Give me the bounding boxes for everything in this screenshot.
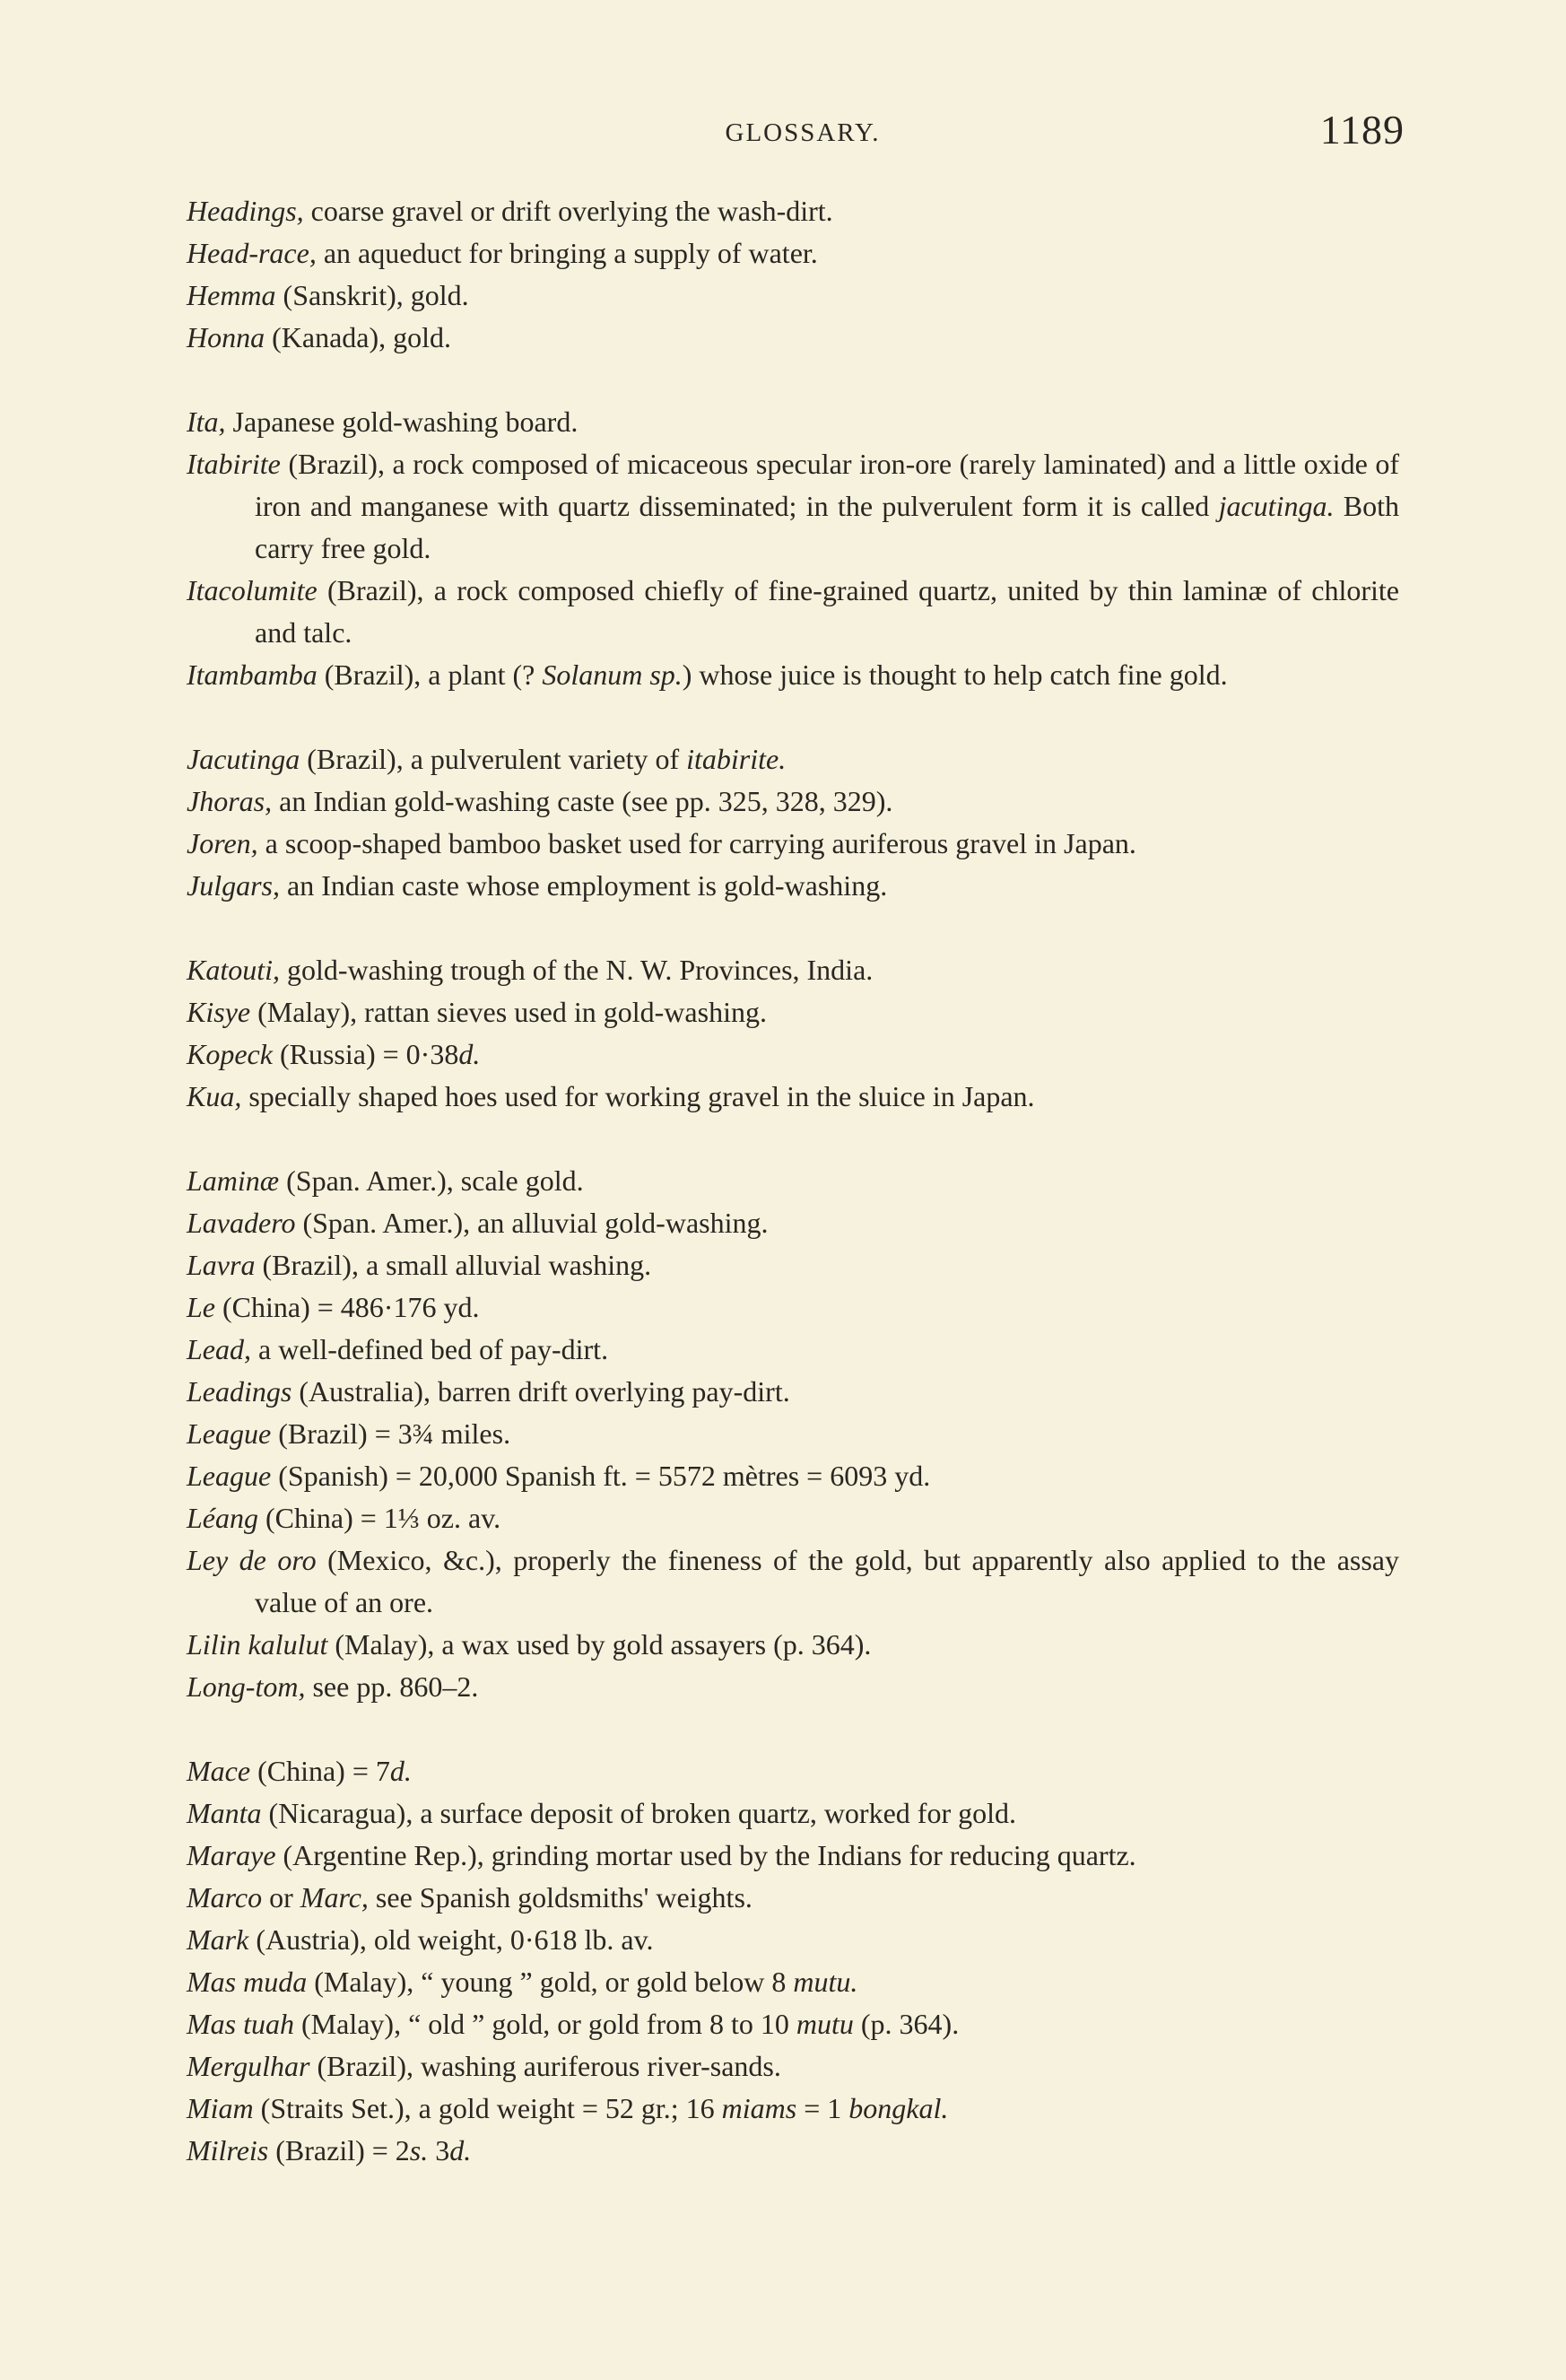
glossary-entry — [187, 1244, 1399, 1286]
glossary-entry — [187, 1792, 1399, 1835]
entry-term: s. — [409, 2134, 429, 2166]
entry-term: Milreis — [187, 2134, 269, 2166]
entry-term: Kisye — [187, 996, 251, 1028]
entry-term: Itacolumite — [187, 574, 318, 606]
entry-term: Ita, — [187, 405, 226, 438]
glossary-entry — [187, 1455, 1399, 1497]
entry-term: itabirite. — [686, 743, 787, 775]
entry-term: Léang — [187, 1502, 258, 1534]
entry-definition: (Argentine Rep.), grinding mortar used by the Indians for reducing quartz. — [275, 1839, 1136, 1871]
entry-definition: see Spanish goldsmiths' weights. — [368, 1881, 753, 1914]
entry-term: Kopeck — [187, 1038, 273, 1070]
entry-definition: (Brazil), a plant (? — [317, 658, 543, 691]
entry-definition: 3 — [428, 2134, 450, 2166]
glossary-entry — [187, 2130, 1399, 2172]
entry-definition: (Austria), old weight, 0·618 lb. av. — [248, 1923, 654, 1956]
entry-definition: (Brazil) = 3¾ miles. — [271, 1417, 511, 1450]
entry-definition: Japanese gold-washing board. — [225, 405, 579, 438]
entry-definition: (Kanada), gold. — [265, 321, 452, 353]
glossary-entry — [187, 275, 1399, 317]
entry-term: d. — [458, 1038, 481, 1070]
entry-definition: Both carry free gold. — [255, 490, 1400, 564]
glossary-entry — [187, 780, 1399, 823]
glossary-entry — [187, 443, 1399, 570]
glossary-entry — [187, 1202, 1399, 1244]
entry-definition: (Brazil), a rock composed of micaceous specular iron-ore (rarely laminated) and a little oxide of iron and manganese with quartz disseminated; in the pulverulent form it is called — [255, 448, 1399, 522]
glossary-entry — [187, 190, 1399, 232]
entry-definition: (Nicaragua), a surface deposit of broken quartz, worked for gold. — [261, 1797, 1016, 1829]
glossary-entry — [187, 1961, 1399, 2003]
entry-term: miams — [721, 2092, 797, 2124]
entry-term: Le — [187, 1291, 215, 1323]
entry-definition: (Brazil), a rock composed chiefly of fine-grained quartz, united by thin laminæ of chlorite and talc. — [255, 574, 1399, 649]
entry-definition: (Brazil), washing auriferous river-sands. — [309, 2050, 781, 2082]
glossary-entry — [187, 2045, 1399, 2088]
glossary-entry — [187, 1497, 1399, 1539]
entry-term: Jhoras, — [187, 785, 273, 817]
entry-definition: (Sanskrit), gold. — [275, 279, 469, 311]
entry-definition: (Spanish) = 20,000 Spanish ft. = 5572 mètres = 6093 yd. — [271, 1460, 931, 1492]
entry-term: mutu. — [793, 1966, 858, 1998]
glossary-group-i — [187, 401, 1399, 696]
entry-term: Mas muda — [187, 1966, 308, 1998]
glossary-entry — [187, 1835, 1399, 1877]
running-title: GLOSSARY. — [725, 118, 881, 147]
entry-term: Headings, — [187, 195, 304, 227]
entry-definition: gold-washing trough of the N. W. Provinces, India. — [280, 954, 874, 986]
entry-term: d. — [389, 1755, 412, 1787]
glossary-entry — [187, 1413, 1399, 1455]
entry-term: Mark — [187, 1923, 249, 1956]
glossary-entry — [187, 1666, 1399, 1708]
entry-definition: (Malay), “ young ” gold, or gold below 8 — [307, 1966, 794, 1998]
entry-definition: ) whose juice is thought to help catch fine gold. — [682, 658, 1228, 691]
entry-term: Itambamba — [187, 658, 318, 691]
glossary-entry — [187, 865, 1399, 907]
entry-definition: or — [262, 1881, 300, 1914]
glossary-entry — [187, 738, 1399, 780]
entry-definition: an Indian caste whose employment is gold-washing. — [280, 869, 888, 902]
running-head — [0, 107, 1566, 154]
entry-definition: (Span. Amer.), an alluvial gold-washing. — [295, 1207, 769, 1239]
glossary-group-k — [187, 949, 1399, 1118]
entry-term: Long-tom, — [187, 1670, 306, 1703]
entry-term: d. — [449, 2134, 472, 2166]
entry-definition: see pp. 860–2. — [305, 1670, 479, 1703]
glossary-entry — [187, 1329, 1399, 1371]
entry-term: Katouti, — [187, 954, 281, 986]
glossary-entry — [187, 949, 1399, 991]
entry-term: League — [187, 1417, 272, 1450]
entry-definition: (Malay), rattan sieves used in gold-washing. — [250, 996, 767, 1028]
entry-definition: (Australia), barren drift overlying pay-dirt. — [291, 1375, 790, 1408]
glossary-entry — [187, 2088, 1399, 2130]
entry-term: Julgars, — [187, 869, 280, 902]
entry-term: bongkal. — [848, 2092, 949, 2124]
entry-definition: = 1 — [796, 2092, 849, 2124]
glossary-entry — [187, 401, 1399, 443]
entry-definition: (Span. Amer.), scale gold. — [279, 1164, 584, 1197]
glossary-group-l — [187, 1160, 1399, 1708]
entry-definition: (Brazil) = 2 — [268, 2134, 410, 2166]
entry-term: Mas tuah — [187, 2008, 294, 2040]
glossary-entry — [187, 1076, 1399, 1118]
entry-term: Hemma — [187, 279, 276, 311]
entry-term: Lavra — [187, 1249, 256, 1281]
entry-definition: a well-defined bed of pay-dirt. — [251, 1333, 609, 1365]
entry-term: Jacutinga — [187, 743, 300, 775]
entry-definition: (China) = 486·176 yd. — [215, 1291, 480, 1323]
entry-term: Lavadero — [187, 1207, 296, 1239]
entry-term: Miam — [187, 2092, 254, 2124]
entry-term: Marc, — [300, 1881, 369, 1914]
entry-definition: (China) = 1⅓ oz. av. — [258, 1502, 501, 1534]
glossary-entry — [187, 570, 1399, 654]
glossary-entry — [187, 1919, 1399, 1961]
entry-term: Itabirite — [187, 448, 281, 480]
glossary-group-h — [187, 190, 1399, 359]
glossary-list — [187, 190, 1399, 2214]
glossary-entry — [187, 1286, 1399, 1329]
entry-term: League — [187, 1460, 272, 1492]
glossary-group-j — [187, 738, 1399, 907]
entry-definition: (Malay), “ old ” gold, or gold from 8 to 10 — [294, 2008, 796, 2040]
entry-term: Kua, — [187, 1080, 242, 1112]
entry-term: Joren, — [187, 827, 258, 859]
entry-term: mutu — [796, 2008, 854, 2040]
glossary-entry — [187, 1033, 1399, 1076]
glossary-entry — [187, 1624, 1399, 1666]
entry-term: Honna — [187, 321, 265, 353]
glossary-entry — [187, 1539, 1399, 1624]
glossary-entry — [187, 232, 1399, 275]
entry-definition: (p. 364). — [853, 2008, 960, 2040]
entry-definition: (Malay), a wax used by gold assayers (p. 364). — [327, 1628, 872, 1661]
entry-definition: an Indian gold-washing caste (see pp. 325, 328, 329). — [272, 785, 893, 817]
entry-term: Leadings — [187, 1375, 292, 1408]
entry-definition: (China) = 7 — [250, 1755, 390, 1787]
glossary-entry — [187, 1750, 1399, 1792]
glossary-entry — [187, 1371, 1399, 1413]
entry-term: jacutinga. — [1218, 490, 1335, 522]
entry-definition: coarse gravel or drift overlying the wash-dirt. — [303, 195, 833, 227]
glossary-entry — [187, 654, 1399, 696]
entry-term: Ley de oro — [187, 1544, 317, 1576]
page-number: 1189 — [1319, 107, 1405, 153]
entry-term: Laminæ — [187, 1164, 280, 1197]
glossary-entry — [187, 1877, 1399, 1919]
entry-definition: (Russia) = 0·38 — [272, 1038, 459, 1070]
entry-term: Lilin kalulut — [187, 1628, 328, 1661]
entry-definition: (Straits Set.), a gold weight = 52 gr.; 16 — [253, 2092, 722, 2124]
glossary-group-m — [187, 1750, 1399, 2172]
entry-term: Mace — [187, 1755, 251, 1787]
entry-definition: (Brazil), a small alluvial washing. — [255, 1249, 652, 1281]
glossary-entry — [187, 1160, 1399, 1202]
entry-definition: specially shaped hoes used for working gravel in the sluice in Japan. — [241, 1080, 1035, 1112]
glossary-entry — [187, 317, 1399, 359]
glossary-entry — [187, 2003, 1399, 2045]
entry-term: Manta — [187, 1797, 262, 1829]
entry-definition: (Brazil), a pulverulent variety of — [300, 743, 687, 775]
glossary-entry — [187, 991, 1399, 1033]
entry-definition: (Mexico, &c.), properly the fineness of the gold, but apparently also applied to the assay value of an ore. — [255, 1544, 1400, 1618]
entry-term: Solanum sp. — [542, 658, 683, 691]
entry-term: Maraye — [187, 1839, 276, 1871]
glossary-entry — [187, 823, 1399, 865]
entry-definition: a scoop-shaped bamboo basket used for carrying auriferous gravel in Japan. — [257, 827, 1136, 859]
entry-term: Head-race, — [187, 237, 317, 269]
entry-term: Marco — [187, 1881, 263, 1914]
entry-definition: an aqueduct for bringing a supply of water. — [316, 237, 818, 269]
entry-term: Mergulhar — [187, 2050, 310, 2082]
entry-term: Lead, — [187, 1333, 251, 1365]
